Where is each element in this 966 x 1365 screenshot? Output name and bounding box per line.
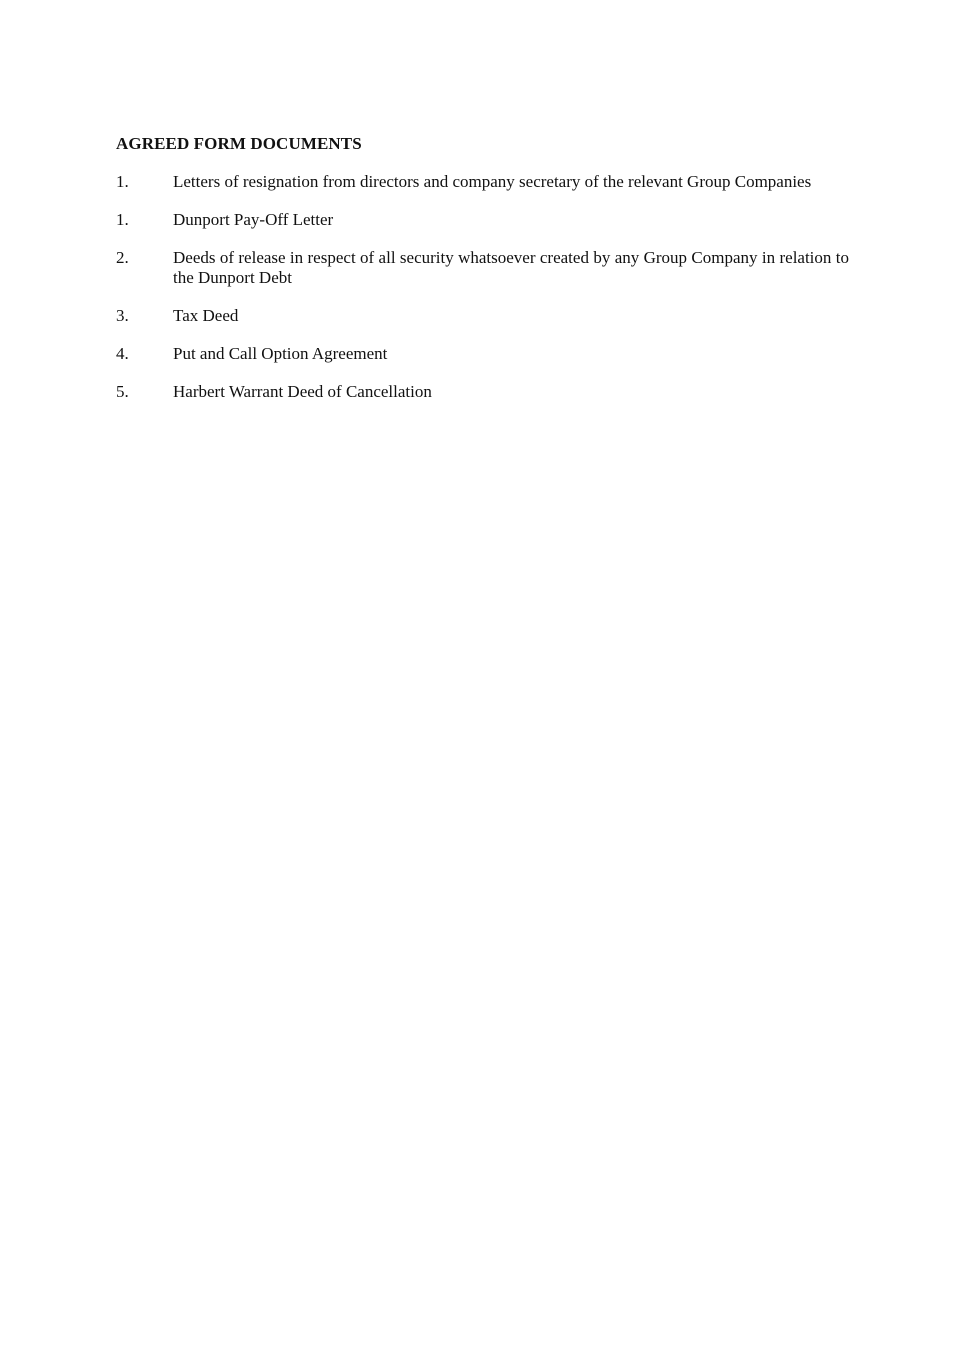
page-title: AGREED FORM DOCUMENTS	[116, 134, 362, 153]
list-item-number: 1.	[116, 172, 129, 191]
list-item	[116, 382, 849, 402]
list-item-text: Harbert Warrant Deed of Cancellation	[173, 382, 432, 401]
list-item	[116, 172, 849, 192]
list-item-text: Tax Deed	[173, 306, 239, 325]
list-item	[116, 344, 849, 364]
list-item-text: Deeds of release in respect of all security whatsoever created by any Group Company in relation to the Dunport Debt	[173, 248, 849, 287]
list-item-number: 4.	[116, 344, 129, 363]
list-item-text: Put and Call Option Agreement	[173, 344, 388, 363]
list-item-number: 1.	[116, 210, 129, 229]
list-item-text: Letters of resignation from directors and company secretary of the relevant Group Companies	[173, 172, 812, 191]
list-item-number: 3.	[116, 306, 129, 325]
list-item-text: Dunport Pay-Off Letter	[173, 210, 334, 229]
list-item	[116, 306, 849, 326]
document-body	[116, 134, 849, 420]
list-item-number: 2.	[116, 248, 129, 267]
list-item	[116, 210, 849, 230]
list-item	[116, 248, 849, 288]
list-item-number: 5.	[116, 382, 129, 401]
